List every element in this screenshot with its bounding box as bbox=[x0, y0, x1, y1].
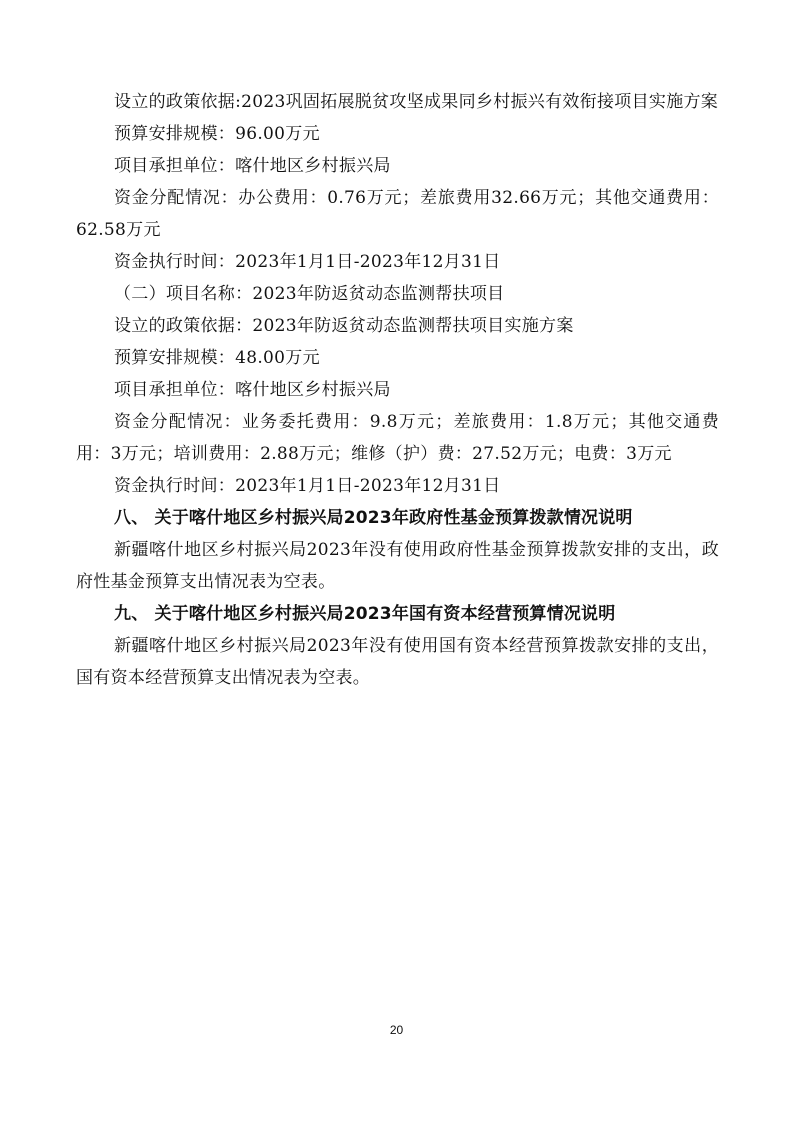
government-fund-note: 新疆喀什地区乡村振兴局2023年没有使用政府性基金预算拨款安排的支出，政府性基金预算支出情况表为空表。 bbox=[76, 540, 719, 592]
state-capital-note: 新疆喀什地区乡村振兴局2023年没有使用国有资本经营预算拨款安排的支出，国有资本经营预算支出情况表为空表。 bbox=[76, 636, 719, 688]
undertaking-unit-1: 项目承担单位：喀什地区乡村振兴局 bbox=[114, 156, 391, 176]
budget-scale-1: 预算安排规模：96.00万元 bbox=[114, 124, 320, 144]
budget-scale-2: 预算安排规模：48.00万元 bbox=[114, 348, 320, 368]
execution-time-1: 资金执行时间：2023年1月1日-2023年12月31日 bbox=[114, 252, 501, 272]
undertaking-unit-2: 项目承担单位：喀什地区乡村振兴局 bbox=[114, 380, 391, 400]
policy-basis-2: 设立的政策依据：2023年防返贫动态监测帮扶项目实施方案 bbox=[114, 316, 574, 336]
body-text bbox=[76, 86, 719, 694]
page-number: 20 bbox=[389, 1023, 404, 1037]
section-heading-8: 八、 关于喀什地区乡村振兴局2023年政府性基金预算拨款情况说明 bbox=[114, 508, 633, 528]
section-heading-9: 九、 关于喀什地区乡村振兴局2023年国有资本经营预算情况说明 bbox=[114, 604, 616, 624]
project-name-2: （二）项目名称：2023年防返贫动态监测帮扶项目 bbox=[114, 284, 505, 304]
fund-allocation-1: 资金分配情况：办公费用：0.76万元；差旅费用32.66万元；其他交通费用：62.58万元 bbox=[76, 188, 719, 240]
execution-time-2: 资金执行时间：2023年1月1日-2023年12月31日 bbox=[114, 476, 501, 496]
fund-allocation-2: 资金分配情况：业务委托费用：9.8万元；差旅费用：1.8万元；其他交通费用：3万元；培训费用：2.88万元；维修（护）费：27.52万元；电费：3万元 bbox=[76, 412, 719, 464]
policy-basis-1: 设立的政策依据:2023巩固拓展脱贫攻坚成果同乡村振兴有效衔接项目实施方案 bbox=[114, 92, 719, 112]
